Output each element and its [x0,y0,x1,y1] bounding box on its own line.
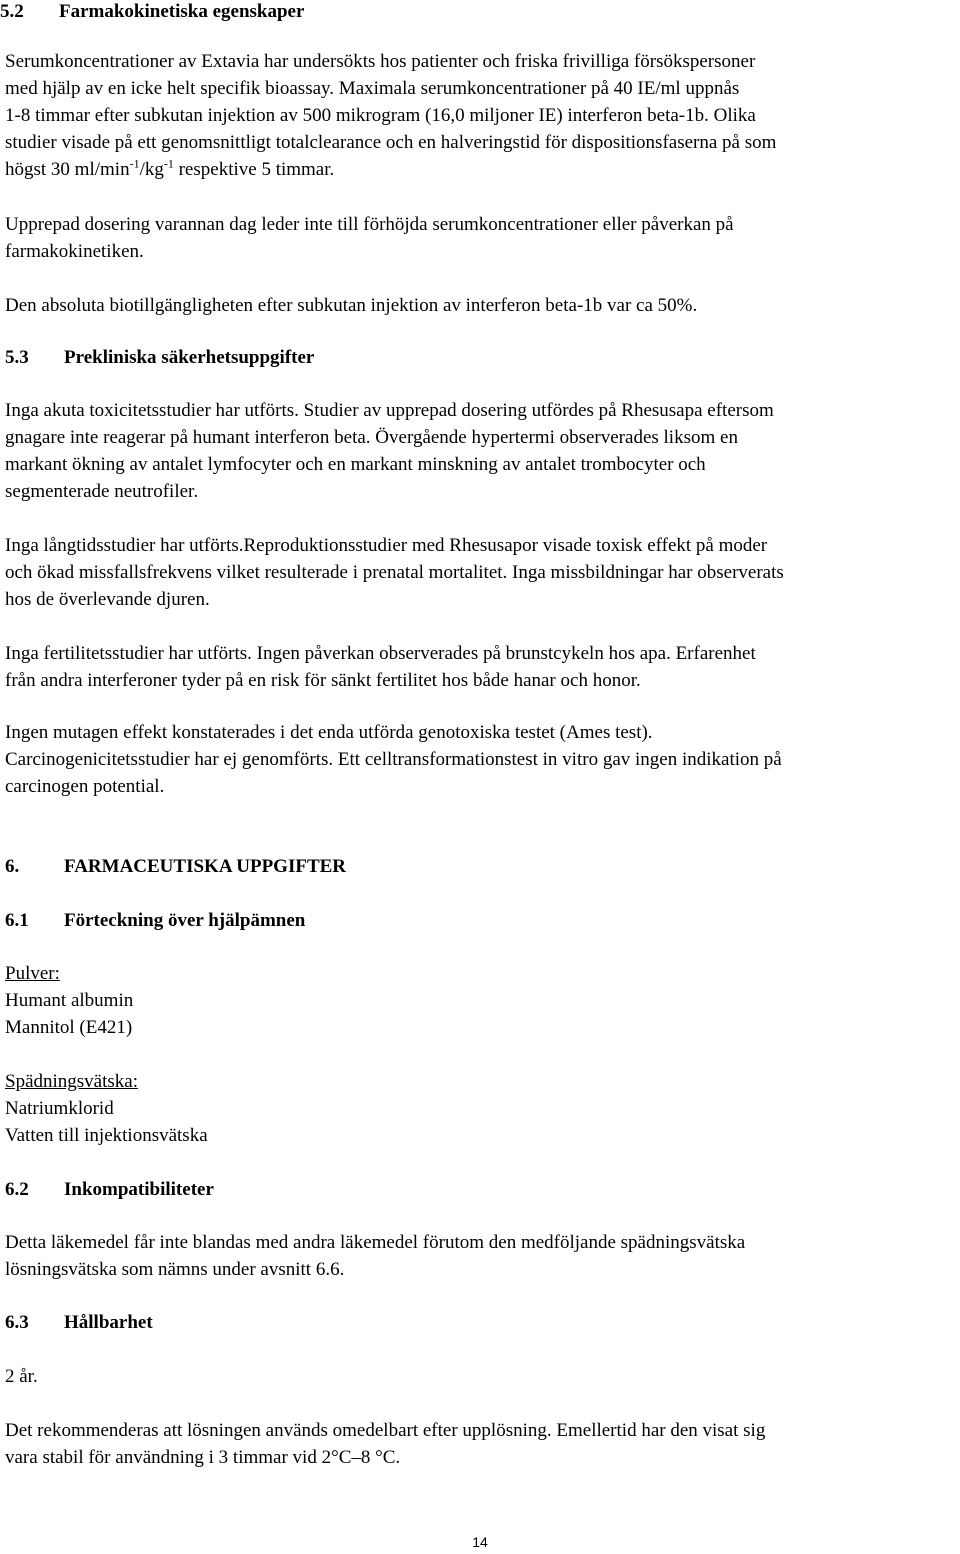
paragraph-line: markant ökning av antalet lymfocyter och en markant minskning av antalet trombocyter och [5,454,706,475]
text-run: /kg [139,159,164,180]
section-title: Förteckning över hjälpämnen [64,910,306,931]
text-run: respektive 5 timmar. [173,159,335,180]
section-number: 6.3 [5,1312,29,1333]
paragraph-line: Detta läkemedel får inte blandas med andra läkemedel förutom den medföljande spädningsvätska [5,1232,746,1253]
paragraph-line: Inga fertilitetsstudier har utförts. Ingen påverkan observerades på brunstcykeln hos apa. Erfarenhet [5,643,756,664]
paragraph-line: Inga långtidsstudier har utförts.Reproduktionsstudier med Rhesusapor visade toxisk effekt på moder [5,535,768,556]
page-number: 14 [472,1534,488,1550]
paragraph-line: med hjälp av en icke helt specifik bioassay. Maximala serumkoncentrationer på 40 IE/ml uppnås [5,78,740,99]
section-heading-5-2 [0,0,304,25]
section-title: Farmakokinetiska egenskaper [59,1,305,22]
paragraph-line: Ingen mutagen effekt konstaterades i det enda utförda genotoxiska testet (Ames test). [5,722,653,743]
paragraph-line: hos de överlevande djuren. [5,589,210,610]
section-title: Hållbarhet [64,1312,153,1333]
section-heading-6-3 [5,1309,153,1336]
list-item: Mannitol (E421) [5,1017,133,1038]
section-number: 5.2 [0,1,24,22]
paragraph-line: och ökad missfallsfrekvens vilket resulterade i prenatal mortalitet. Inga missbildningar har observerats [5,562,784,583]
section-heading-6-2 [5,1176,214,1203]
paragraph-line: carcinogen potential. [5,776,165,797]
section-heading-6 [5,853,346,880]
list-label-powder: Pulver: [5,963,60,984]
paragraph-line: vara stabil för användning i 3 timmar vid 2°C–8 °C. [5,1447,401,1468]
list-item: Vatten till injektionsvätska [5,1125,208,1146]
paragraph-line: segmenterade neutrofiler. [5,481,199,502]
section-title: Inkompatibiliteter [64,1179,214,1200]
list-item: Humant albumin [5,990,134,1011]
section-heading-6-1 [5,907,305,934]
section-title: Prekliniska säkerhetsuppgifter [64,347,315,368]
paragraph-line: Carcinogenicitetsstudier har ej genomförts. Ett celltransformationstest in vitro gav ingen indikation på [5,749,782,770]
superscript: -1 [163,156,174,171]
paragraph-line: 2 år. [5,1366,38,1387]
list-label-solvent: Spädningsvätska: [5,1071,138,1092]
paragraph-line: Den absoluta biotillgängligheten efter subkutan injektion av interferon beta-1b var ca 50%. [5,295,698,316]
paragraph-line: Upprepad dosering varannan dag leder inte till förhöjda serumkoncentrationer eller påverkan på [5,214,734,235]
paragraph-line: farmakokinetiken. [5,241,144,262]
section-heading-5-3 [5,344,314,371]
text-run: högst 30 ml/min [5,159,130,180]
paragraph-line: 1-8 timmar efter subkutan injektion av 500 mikrogram (16,0 miljoner IE) interferon beta-1b. Olika [5,105,756,126]
section-title: FARMACEUTISKA UPPGIFTER [64,856,347,877]
paragraph-line: Det rekommenderas att lösningen används omedelbart efter upplösning. Emellertid har den visat sig [5,1420,766,1441]
superscript: -1 [129,156,140,171]
paragraph-line: lösningsvätska som nämns under avsnitt 6.6. [5,1259,345,1280]
paragraph-line: studier visade på ett genomsnittligt totalclearance och en halveringstid för dispositionsfaserna på som [5,132,777,153]
section-number: 5.3 [5,347,29,368]
paragraph-line: gnagare inte reagerar på humant interferon beta. Övergående hypertermi observerades liksom en [5,427,738,448]
section-number: 6. [5,856,20,877]
section-number: 6.1 [5,910,29,931]
section-number: 6.2 [5,1179,29,1200]
paragraph-line: Inga akuta toxicitetsstudier har utförts. Studier av upprepad dosering utfördes på Rhesusapa eftersom [5,400,774,421]
list-item: Natriumklorid [5,1098,114,1119]
paragraph-line [5,156,334,183]
paragraph-line: Serumkoncentrationer av Extavia har undersökts hos patienter och friska frivilliga försökspersoner [5,51,756,72]
paragraph-line: från andra interferoner tyder på en risk för sänkt fertilitet hos både hanar och honor. [5,670,641,691]
